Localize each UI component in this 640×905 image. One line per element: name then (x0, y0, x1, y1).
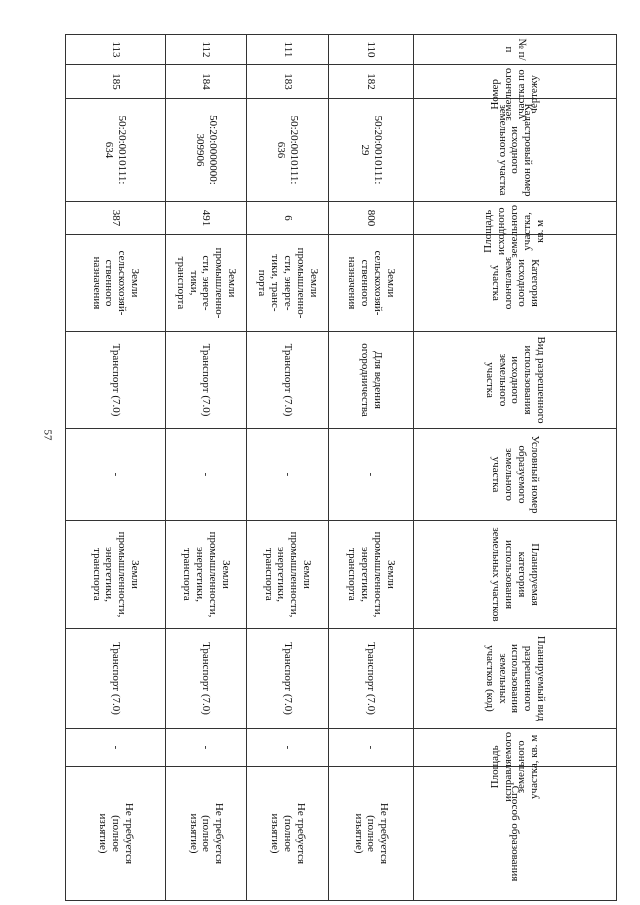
cell-plan-use: Транспорт (7.0) (66, 629, 166, 729)
cell-use: Транспорт (7.0) (66, 332, 166, 429)
cell-plan-use: Транспорт (7.0) (329, 629, 414, 729)
table-header-row (414, 35, 617, 901)
land-plot-table (66, 34, 617, 900)
cell-cond-num: - (247, 429, 329, 521)
header-drawing-num: Номер земельного участка по чертежу (414, 65, 617, 99)
cell-use: Для ведения огородничества (329, 332, 414, 429)
cell-num: 112 (166, 35, 247, 65)
cell-plan-use: Транспорт (7.0) (166, 629, 247, 729)
cell-method: Не требуется (полное изъятие) (329, 767, 414, 901)
cell-cond-num: - (66, 429, 166, 521)
cell-cond-num: - (329, 429, 414, 521)
cell-plan-use: Транспорт (7.0) (247, 629, 329, 729)
cell-cadastral: 50:20:0010111: 29 (329, 99, 414, 202)
header-num: № п/п (414, 35, 617, 65)
table-row (329, 35, 414, 901)
cell-area: 387 (66, 202, 166, 235)
cell-drawing-num: 185 (66, 65, 166, 99)
cell-num: 113 (66, 35, 166, 65)
cell-drawing-num: 183 (247, 65, 329, 99)
table-grid (65, 34, 617, 901)
header-cadastral: Кадастровый номер исходного земельного участка (414, 99, 617, 202)
cell-area-fix: - (247, 729, 329, 767)
cell-category: Земли сельскохозяй- ственного назначения (66, 235, 166, 332)
cell-drawing-num: 182 (329, 65, 414, 99)
table-row (166, 35, 247, 901)
header-method: Способ образования (414, 767, 617, 901)
cell-plan-category: Земли промышленности, энергетики, транспорта (247, 521, 329, 629)
cell-use: Транспорт (7.0) (166, 332, 247, 429)
cell-drawing-num: 184 (166, 65, 247, 99)
cell-cadastral: 50:20:0010111: 636 (247, 99, 329, 202)
cell-area-fix: - (329, 729, 414, 767)
cell-cadastral: 50:20:0000000: 309906 (166, 99, 247, 202)
header-use-src: Вид разрешенного использования исходного земельного участка (414, 332, 617, 429)
cell-num: 110 (329, 35, 414, 65)
page-number: 57 (41, 429, 53, 441)
cell-cadastral: 50:20:0010111: 634 (66, 99, 166, 202)
cell-method: Не требуется (полное изъятие) (247, 767, 329, 901)
header-plan-category: Планируемая категория использования земельных участков (414, 521, 617, 629)
cell-area-fix: - (166, 729, 247, 767)
table-row (247, 35, 329, 901)
cell-plan-category: Земли промышленности, энергетики, транспорта (66, 521, 166, 629)
table-row (66, 35, 166, 901)
cell-plan-category: Земли промышленности, энергетики, транспорта (329, 521, 414, 629)
cell-category: Земли сельскохозяй- ственного назначения (329, 235, 414, 332)
cell-area-fix: - (66, 729, 166, 767)
cell-method: Не требуется (полное изъятие) (166, 767, 247, 901)
header-area-src: Площадь исходного земельного участка, кв. м (414, 202, 617, 235)
header-category-src: Категория исходного земельного участка (414, 235, 617, 332)
cell-area: 491 (166, 202, 247, 235)
cell-use: Транспорт (7.0) (247, 332, 329, 429)
cell-category: Земли промышленно- сти, энерге- тики, транс- порта (247, 235, 329, 332)
header-plan-use: Планируемый вид разрешенного использования земельных участков (код) (414, 629, 617, 729)
cell-area: 6 (247, 202, 329, 235)
cell-plan-category: Земли промышленности, энергетики, транспорта (166, 521, 247, 629)
cell-cond-num: - (166, 429, 247, 521)
cell-category: Земли промышленно- сти, энерге- тики, транспорта (166, 235, 247, 332)
header-area-fix: Площадь исправляемого земельного участка, кв. м (414, 729, 617, 767)
cell-num: 111 (247, 35, 329, 65)
header-cond-num: Условный номер образуемого земельного участка (414, 429, 617, 521)
cell-area: 800 (329, 202, 414, 235)
cell-method: Не требуется (полное изъятие) (66, 767, 166, 901)
